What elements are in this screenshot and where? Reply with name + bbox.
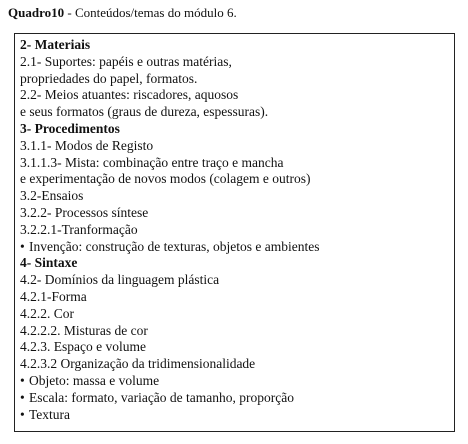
line-text: 3- Procedimentos (20, 120, 120, 136)
line-text: 4.2.3. Espaço e volume (20, 339, 146, 355)
bullet-item (20, 239, 454, 256)
list-item (20, 104, 454, 121)
bullet-item (20, 373, 454, 390)
line-text: e experimentação de novos modos (colagem e outros) (20, 171, 311, 187)
content-table (14, 33, 455, 432)
line-text: Textura (29, 406, 71, 422)
list-item (20, 306, 454, 323)
list-item (20, 339, 454, 356)
line-text: 2.2- Meios atuantes: riscadores, aquosos (20, 87, 239, 103)
line-text: Escala: formato, variação de tamanho, proporção (29, 389, 295, 405)
list-item (20, 155, 454, 172)
line-text: Objeto: massa e volume (29, 372, 160, 388)
section-heading (20, 255, 454, 272)
list-item (20, 138, 454, 155)
line-text: 2- Materiais (20, 37, 91, 52)
bullet-item (20, 407, 454, 424)
line-text: 4.2- Domínios da linguagem plástica (20, 272, 220, 288)
bullet-icon: • (20, 389, 25, 405)
line-text: 3.2.2- Processos síntese (20, 204, 149, 220)
bullet-icon: • (20, 372, 25, 388)
bullet-icon: • (20, 238, 25, 254)
bullet-icon: • (20, 406, 25, 422)
list-item (20, 289, 454, 306)
line-text: 4- Sintaxe (20, 255, 78, 271)
line-text: 3.1.1.3- Mista: combinação entre traço e mancha (20, 154, 284, 170)
section-heading (20, 37, 454, 54)
list-item (20, 171, 454, 188)
line-text: 3.2-Ensaios (20, 188, 84, 204)
line-text: Invenção: construção de texturas, objetos e ambientes (29, 238, 320, 254)
line-text: propriedades do papel, formatos. (20, 70, 198, 86)
list-item (20, 272, 454, 289)
list-item (20, 87, 454, 104)
list-item (20, 222, 454, 239)
caption-label: Quadro10 (8, 5, 65, 20)
line-text: e seus formatos (graus de dureza, espessuras). (20, 104, 269, 120)
section-heading (20, 121, 454, 138)
table-caption (8, 5, 237, 21)
bullet-item (20, 390, 454, 407)
line-text: 4.2.3.2 Organização da tridimensionalidade (20, 356, 256, 372)
list-item (20, 205, 454, 222)
line-text: 4.2.1-Forma (20, 288, 87, 304)
line-text: 3.1.1- Modos de Registo (20, 137, 154, 153)
list-item (20, 323, 454, 340)
list-item (20, 71, 454, 88)
line-text: 4.2.2.2. Misturas de cor (20, 322, 148, 338)
line-text: 2.1- Suportes: papéis e outras matérias, (20, 53, 232, 69)
line-text: 4.2.2. Cor (20, 305, 74, 321)
line-text: 3.2.2.1-Tranformação (20, 221, 138, 237)
list-item (20, 188, 454, 205)
list-item (20, 54, 454, 71)
content-list (20, 37, 454, 423)
caption-text: - Conteúdos/temas do módulo 6. (64, 5, 237, 20)
list-item (20, 356, 454, 373)
